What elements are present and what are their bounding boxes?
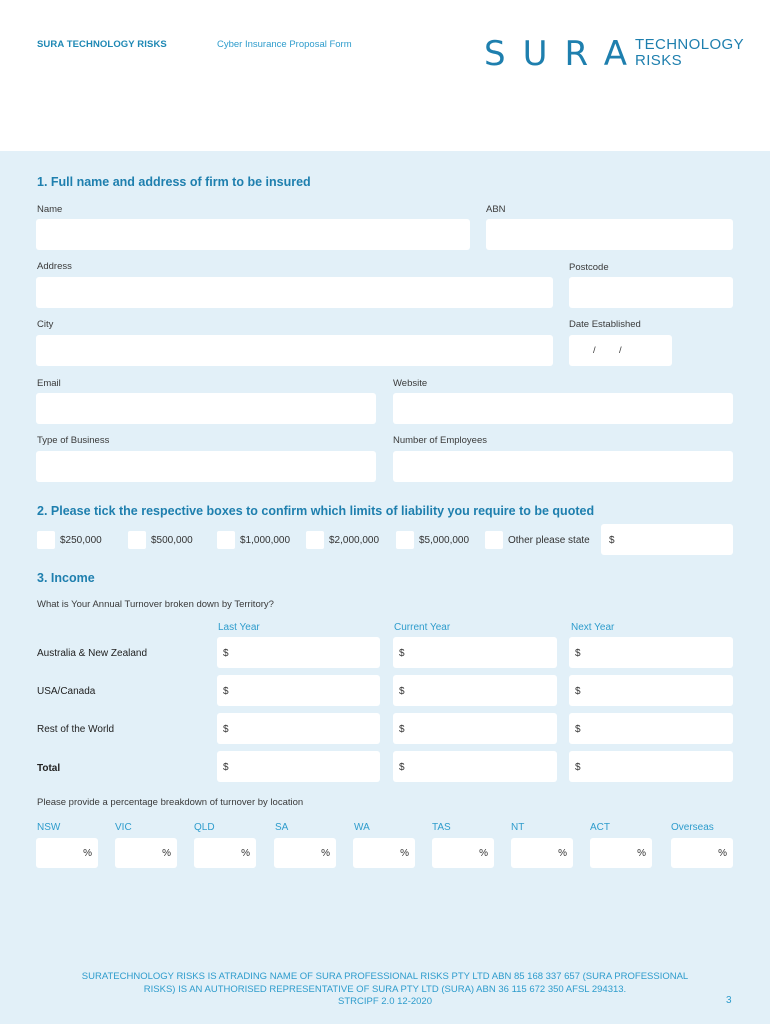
row-label-usa-canada: USA/Canada [37, 686, 96, 697]
checkbox-500000[interactable] [128, 531, 146, 549]
col-next-year: Next Year [571, 622, 615, 633]
turnover-anz-current-year[interactable] [393, 637, 557, 668]
website-label: Website [393, 378, 428, 389]
checkbox-250000[interactable] [37, 531, 55, 549]
pct-input-nsw[interactable] [36, 838, 98, 868]
turnover-row-next-year[interactable] [569, 713, 733, 744]
pct-label-nt: NT [511, 822, 525, 833]
pct-sign: % [479, 848, 488, 859]
pct-input-nt[interactable] [511, 838, 573, 868]
date-established-label: Date Established [569, 319, 641, 330]
col-last-year: Last Year [218, 622, 260, 633]
option-label-2000000: $2,000,000 [329, 535, 380, 546]
currency-sign: $ [575, 762, 581, 773]
currency-sign: $ [399, 648, 405, 659]
pct-input-act[interactable] [590, 838, 652, 868]
row-label-total: Total [37, 763, 61, 774]
website-input[interactable] [393, 393, 733, 424]
pct-input-sa[interactable] [274, 838, 336, 868]
checkbox-other[interactable] [485, 531, 503, 549]
section3-heading: 3. Income [37, 571, 95, 585]
currency-sign: $ [575, 724, 581, 735]
turnover-usa-current-year[interactable] [393, 675, 557, 706]
type-of-business-label: Type of Business [37, 435, 110, 446]
page-number: 3 [726, 995, 732, 1006]
currency-sign: $ [223, 648, 229, 659]
turnover-total-next-year[interactable] [569, 751, 733, 782]
pct-label-nsw: NSW [37, 822, 61, 833]
other-currency-sign: $ [609, 535, 615, 546]
pct-label-sa: SA [275, 822, 289, 833]
date-separator-1: / [593, 345, 596, 356]
turnover-usa-last-year[interactable] [217, 675, 380, 706]
currency-sign: $ [399, 762, 405, 773]
pct-sign: % [718, 848, 727, 859]
turnover-anz-last-year[interactable] [217, 637, 380, 668]
pct-question: Please provide a percentage breakdown of turnover by location [37, 797, 304, 808]
turnover-question: What is Your Annual Turnover broken down by Territory? [37, 599, 274, 610]
city-input[interactable] [36, 335, 553, 366]
logo-tagline-line1: TECHNOLOGY [635, 36, 745, 53]
option-label-1000000: $1,000,000 [240, 535, 291, 546]
logo-wordmark: SURA [484, 34, 644, 74]
name-input[interactable] [36, 219, 470, 250]
pct-label-overseas: Overseas [671, 822, 714, 833]
currency-sign: $ [223, 686, 229, 697]
pct-sign: % [83, 848, 92, 859]
turnover-total-current-year[interactable] [393, 751, 557, 782]
turnover-total-last-year[interactable] [217, 751, 380, 782]
brand-name: SURA TECHNOLOGY RISKS [37, 39, 167, 50]
option-label-250000: $250,000 [60, 535, 102, 546]
pct-label-qld: QLD [194, 822, 215, 833]
pct-label-vic: VIC [115, 822, 132, 833]
currency-sign: $ [575, 648, 581, 659]
sura-logo [484, 34, 745, 74]
pct-input-wa[interactable] [353, 838, 415, 868]
pct-input-overseas[interactable] [671, 838, 733, 868]
pct-label-tas: TAS [432, 822, 451, 833]
option-label-other: Other please state [508, 535, 590, 546]
footer-line-1: SURATECHNOLOGY RISKS IS ATRADING NAME OF SURA PROFESSIONAL RISKS PTY LTD ABN 85 168 337 657 (SURA PROFESSIONAL [81, 971, 689, 982]
currency-sign: $ [575, 686, 581, 697]
turnover-row-current-year[interactable] [393, 713, 557, 744]
col-current-year: Current Year [394, 622, 451, 633]
checkbox-5000000[interactable] [396, 531, 414, 549]
pct-sign: % [400, 848, 409, 859]
section1-heading: 1. Full name and address of firm to be insured [37, 175, 311, 189]
row-label-anz: Australia & New Zealand [37, 648, 148, 659]
number-of-employees-label: Number of Employees [393, 435, 487, 446]
pct-input-qld[interactable] [194, 838, 256, 868]
checkbox-2000000[interactable] [306, 531, 324, 549]
name-label: Name [37, 204, 63, 215]
logo-tagline-line2: RISKS [635, 52, 683, 69]
pct-sign: % [321, 848, 330, 859]
footer-disclaimer [40, 971, 730, 1009]
logo-tagline [635, 37, 744, 69]
form-title: Cyber Insurance Proposal Form [217, 39, 352, 50]
pct-sign: % [637, 848, 646, 859]
footer-line-3: STRCIPF 2.0 12-2020 [338, 996, 432, 1007]
pct-input-vic[interactable] [115, 838, 177, 868]
pct-input-tas[interactable] [432, 838, 494, 868]
email-input[interactable] [36, 393, 376, 424]
address-label: Address [37, 261, 72, 272]
date-separator-2: / [619, 345, 622, 356]
date-established-input[interactable] [569, 335, 672, 366]
postcode-input[interactable] [569, 277, 733, 308]
currency-sign: $ [223, 724, 229, 735]
city-label: City [37, 319, 54, 330]
section2-heading: 2. Please tick the respective boxes to confirm which limits of liability you require to be quoted [37, 504, 595, 518]
turnover-row-last-year[interactable] [217, 713, 380, 744]
pct-sign: % [241, 848, 250, 859]
footer-line-2: RISKS) IS AN AUTHORISED REPRESENTATIVE OF SURA PTY LTD (SURA) ABN 36 115 672 350 AFSL 294313. [143, 983, 627, 995]
abn-input[interactable] [486, 219, 733, 250]
turnover-anz-next-year[interactable] [569, 637, 733, 668]
currency-sign: $ [223, 762, 229, 773]
turnover-usa-next-year[interactable] [569, 675, 733, 706]
number-of-employees-input[interactable] [393, 451, 733, 482]
currency-sign: $ [399, 724, 405, 735]
pct-sign: % [162, 848, 171, 859]
option-label-500000: $500,000 [151, 535, 193, 546]
email-label: Email [37, 378, 61, 389]
type-of-business-input[interactable] [36, 451, 376, 482]
option-label-5000000: $5,000,000 [419, 535, 470, 546]
abn-label: ABN [486, 204, 506, 215]
checkbox-1000000[interactable] [217, 531, 235, 549]
row-label-rest-of-world: Rest of the World [37, 724, 115, 735]
other-amount-input[interactable] [601, 524, 733, 555]
pct-sign: % [558, 848, 567, 859]
currency-sign: $ [399, 686, 405, 697]
postcode-label: Postcode [569, 262, 609, 273]
pct-label-act: ACT [590, 822, 610, 833]
address-input[interactable] [36, 277, 553, 308]
pct-label-wa: WA [354, 822, 370, 833]
